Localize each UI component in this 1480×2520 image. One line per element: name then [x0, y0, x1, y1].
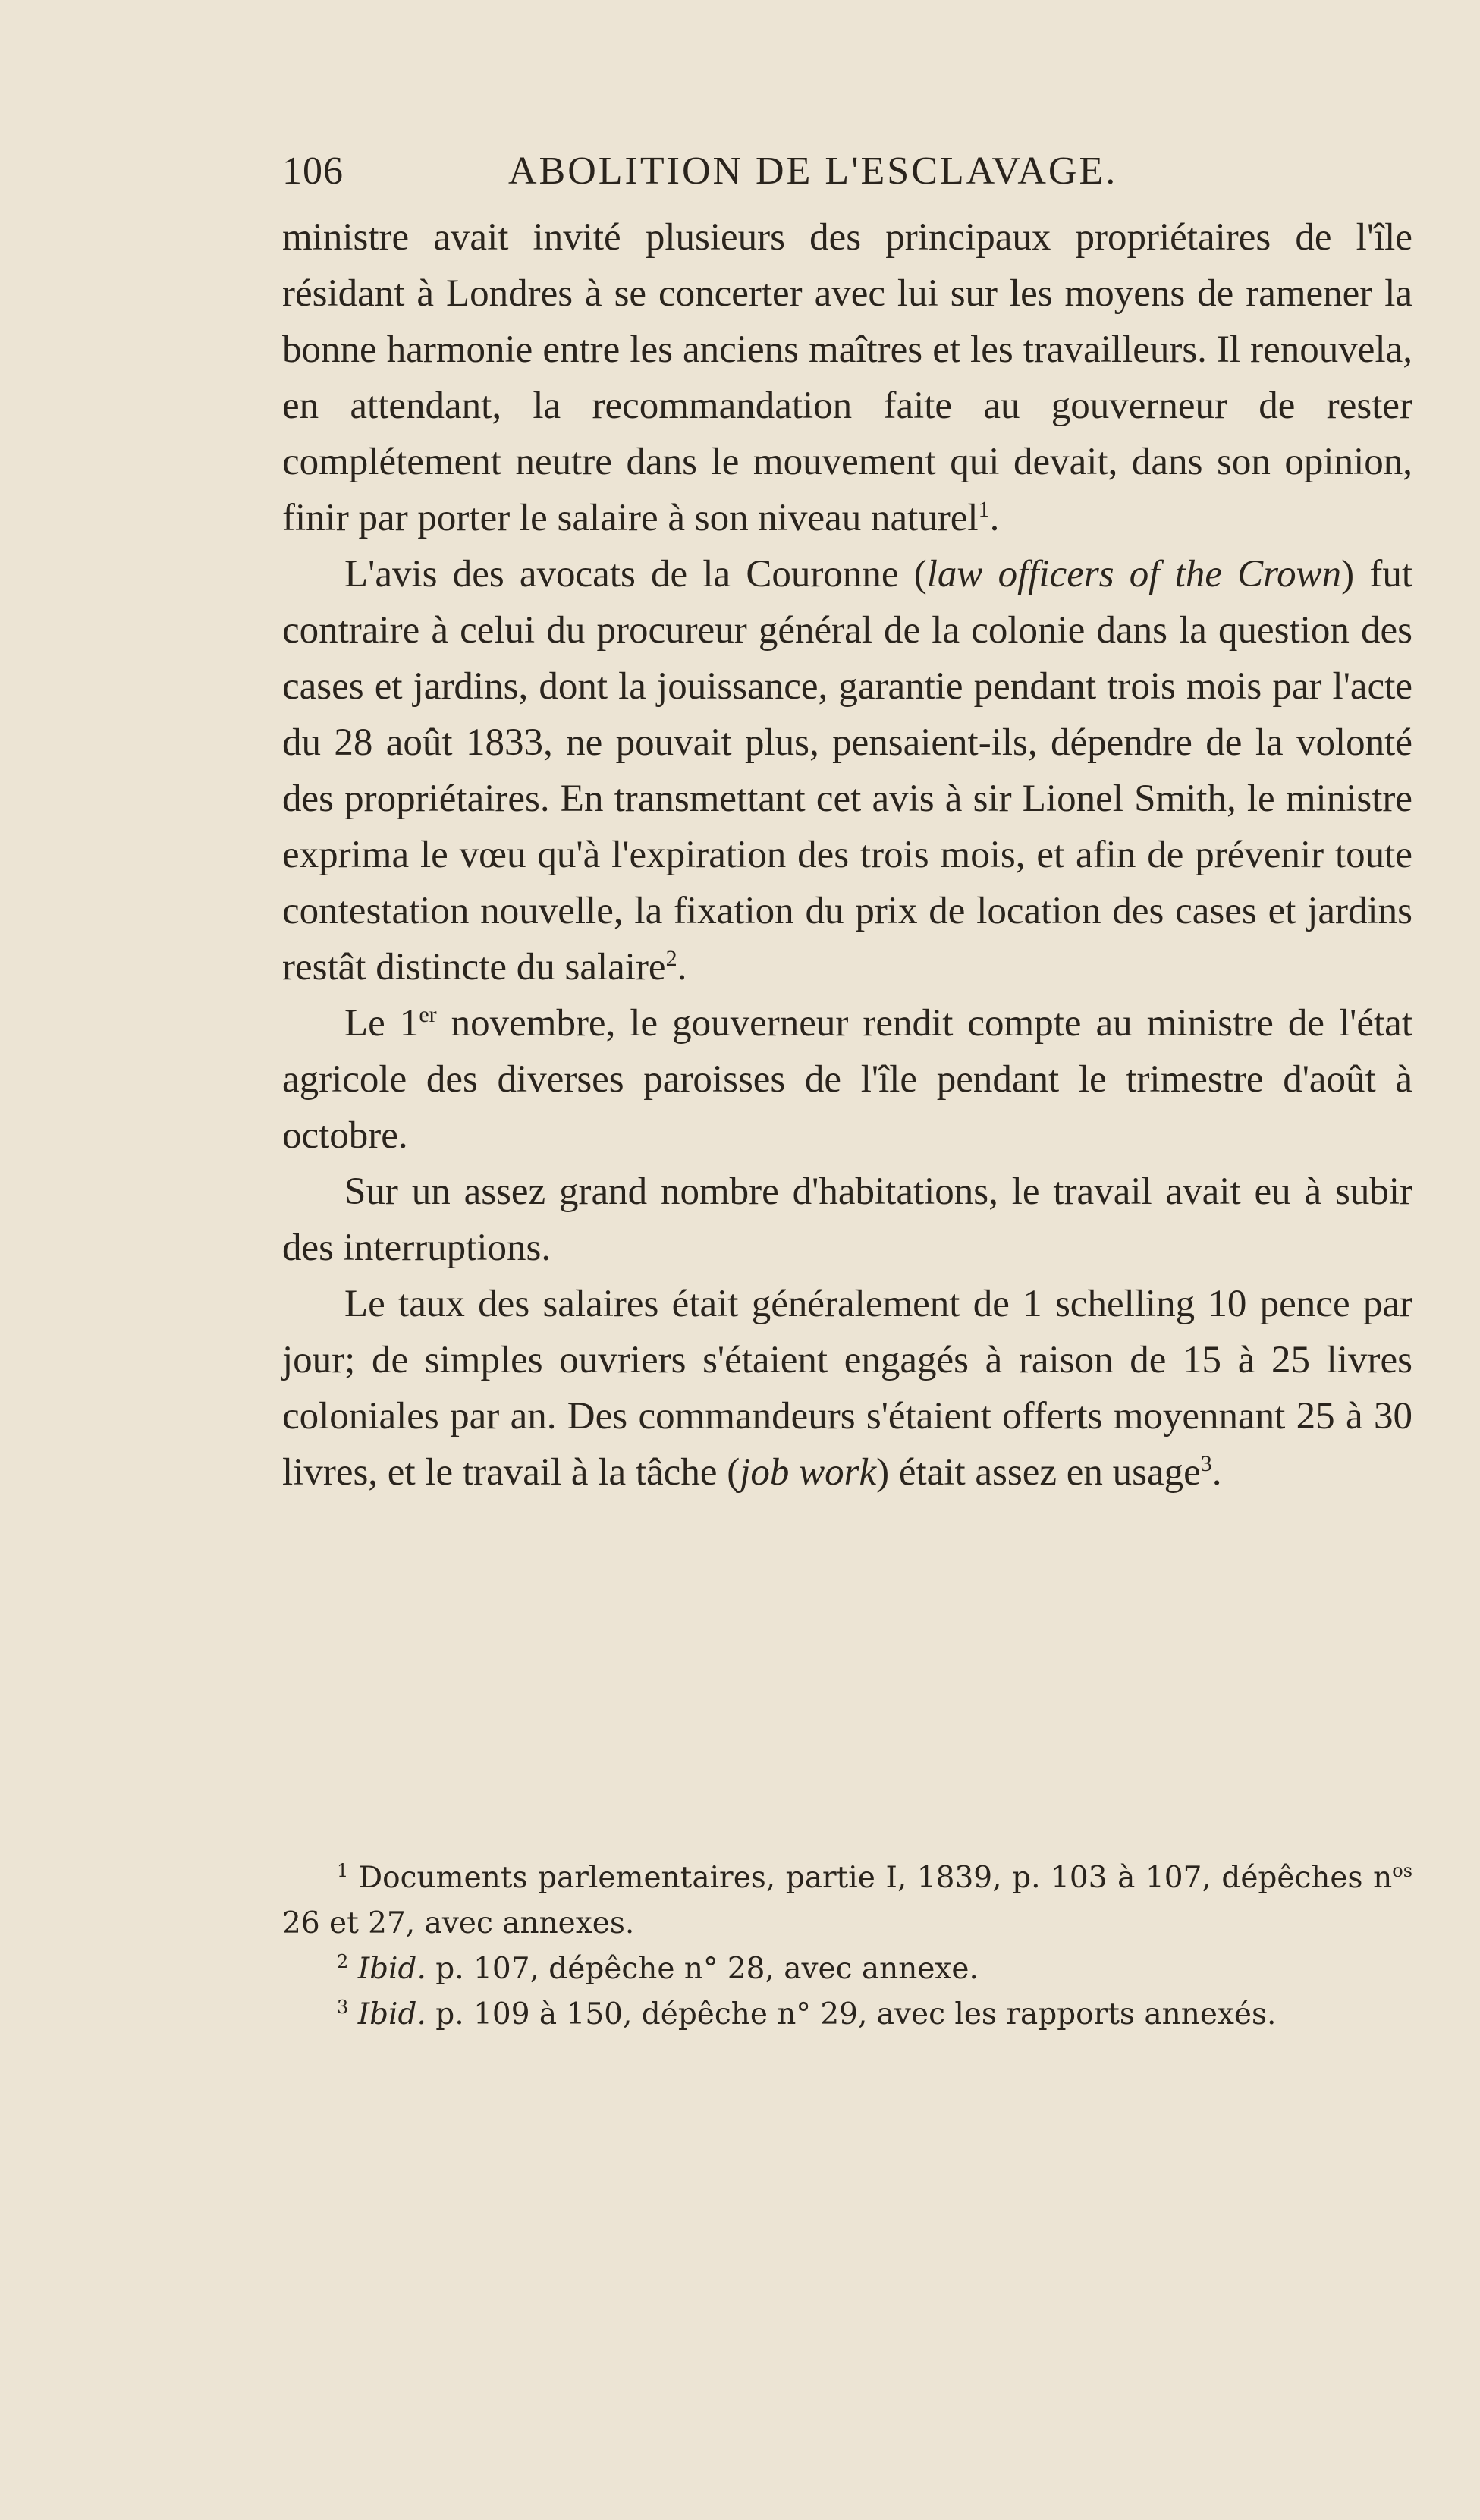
footnote-ref-1: 1 [978, 497, 990, 522]
paragraph-5: Le taux des salaires était généralement de 1 schelling 10 pence par jour; de simples ouvriers s'étaient engagés à raison de 15 à 25 livres coloniales par an. Des commandeurs s'étaient offerts moyennant 25 à 30 livres, et le travail à la tâche (job work) était assez en usage$^3$. [282, 1283, 1412, 1494]
paragraph-4: Sur un assez grand nombre d'habitations, le travail avait eu à subir des interruptions. [282, 1170, 1412, 1269]
footnote-3: $^3$ Ibid. p. 109 à 150, dépêche n° 29, avec les rapports annexés. [337, 1997, 1277, 2031]
italic-phrase: law officers of the Crown [926, 553, 1342, 595]
footnote-1: $^1$ Documents parlementaires, partie I, 1839, p. 103 à 107, dépêches $n^{os}$ 26 et 27, avec annexes. [282, 1860, 1413, 1940]
main-text [282, 209, 1412, 1500]
paragraph-2: L'avis des avocats de la Couronne (law officers of the Crown) fut contraire à celui du procureur général de la colonie dans la question des cases et jardins, dont la jouissance, garantie pendant trois mois par l'acte du 28 août 1833, ne pouvait plus, pensaient-ils, dépendre de la volonté des propriétaires. En transmettant cet avis à sir Lionel Smith, le ministre exprima le vœu qu'à l'expiration des trois mois, et afin de prévenir toute contestation nouvelle, la fixation du prix de location des cases et jardins restât distincte du salaire$^2$. [282, 553, 1412, 988]
page-number: 106 [282, 149, 344, 193]
ordinal-superscript: er [419, 1002, 437, 1027]
paragraph-3: Le 1er novembre, le gouverneur rendit compte au ministre de l'état agricole des diverses paroisses de l'île pendant le trimestre d'août à octobre. [282, 1002, 1412, 1157]
footnote-ref-2: 2 [665, 946, 677, 971]
italic-phrase: job work [740, 1451, 877, 1494]
paragraph-1: ministre avait invité plusieurs des principaux propriétaires de l'île résidant à Londres à se concerter avec lui sur les moyens de ramener la bonne harmonie entre les anciens maîtres et les travailleurs. Il renouvela, en attendant, la recommandation faite au gouverneur de rester complétement neutre dans le mouvement qui devait, dans son opinion, finir par porter le salaire à son niveau naturel$^1$. [282, 216, 1412, 539]
running-title: ABOLITION DE L'ESCLAVAGE. [508, 149, 1118, 193]
footnote-ref-3: 3 [1200, 1451, 1212, 1476]
footnotes [282, 1855, 1412, 2038]
footnote-2: $^2$ Ibid. p. 107, dépêche n° 28, avec annexe. [337, 1951, 979, 1986]
